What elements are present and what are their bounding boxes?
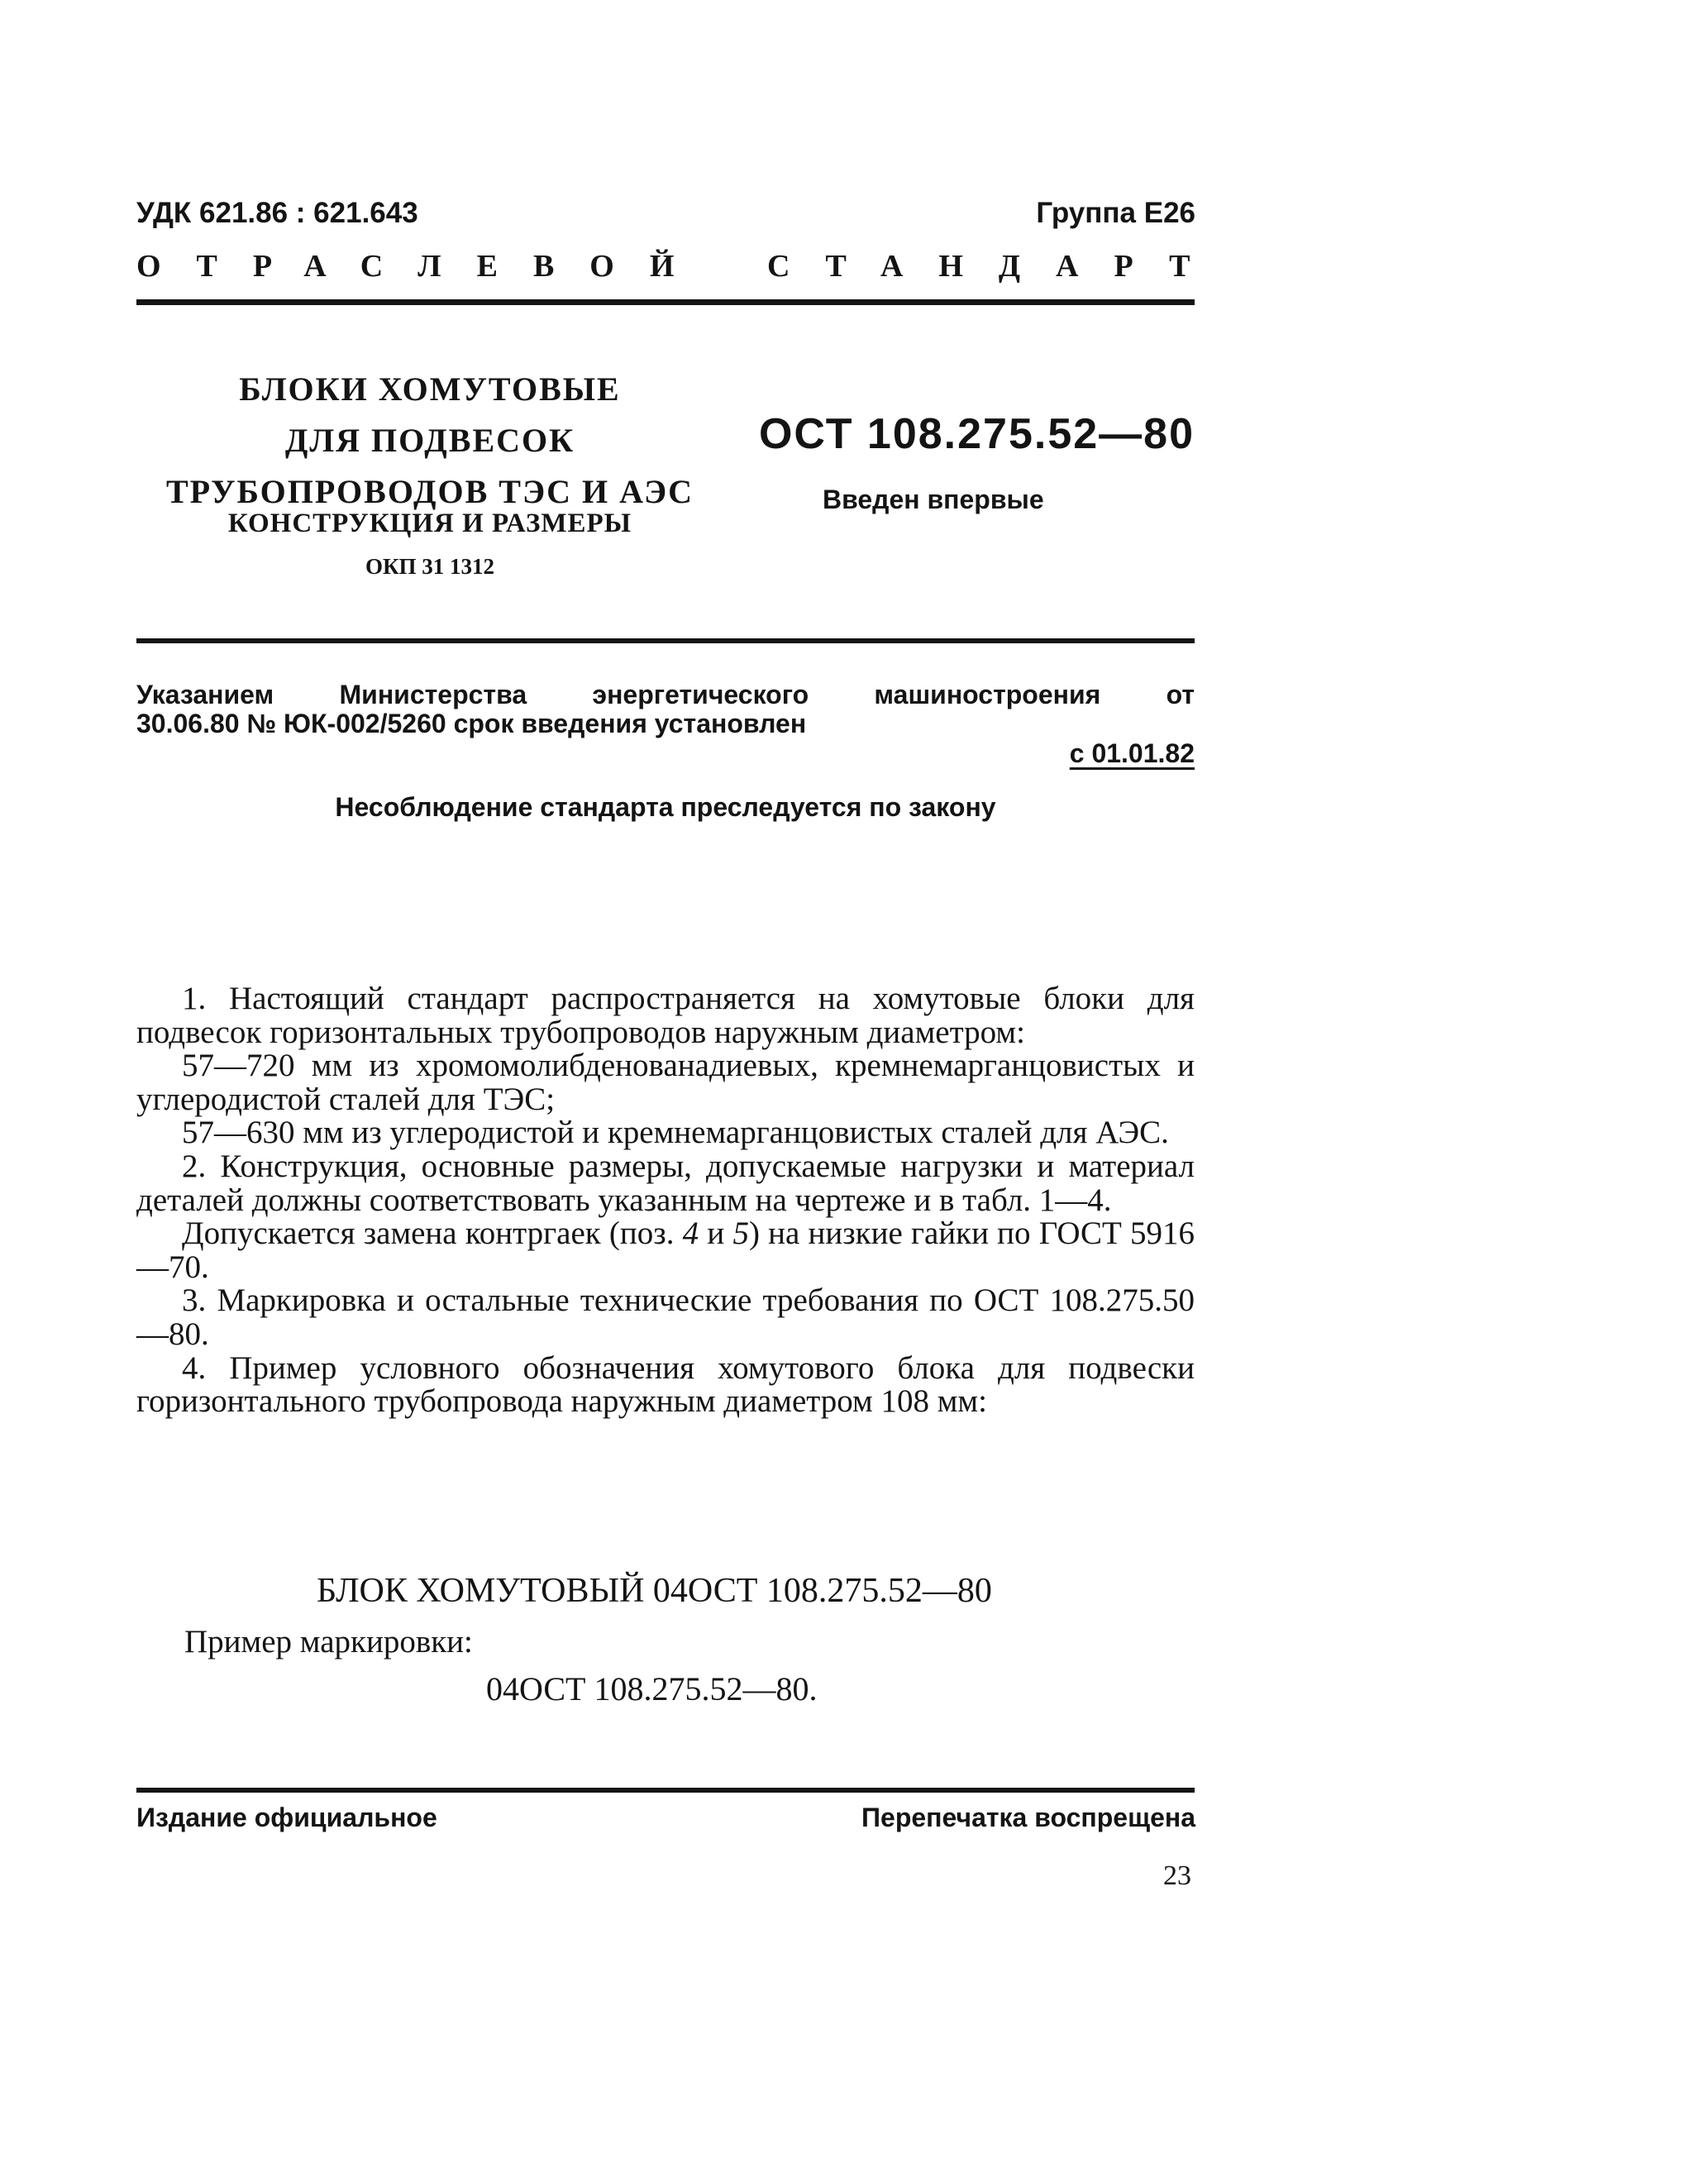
directive-line-1: Указанием Министерства энергетического машиностроения от xyxy=(136,680,1195,709)
position-4: 4 xyxy=(682,1215,699,1252)
clause-2-note-post: ) на низкие гайки по ГОСТ 5916—70. xyxy=(136,1215,1195,1285)
header-rule xyxy=(136,299,1195,305)
clause-2-note xyxy=(136,1217,1195,1284)
footer-reprint-notice: Перепечатка воспрещена xyxy=(861,1803,1195,1832)
udk-code: УДК 621.86 : 621.643 xyxy=(136,197,418,229)
clause-1-range-tes: 57—720 мм из хромомолибденованадиевых, кремнемарганцовистых и углеродистой сталей для ТЭС; xyxy=(136,1048,1195,1117)
document-subtitle: КОНСТРУКЦИЯ И РАЗМЕРЫ xyxy=(227,509,632,538)
document-title xyxy=(132,364,728,518)
clause-2-note-and: и xyxy=(699,1215,733,1252)
clause-1-range-aes: 57—630 мм из углеродистой и кремнемарганцовистых сталей для АЭС. xyxy=(182,1115,1169,1151)
legal-warning: Несоблюдение стандарта преследуется по закону xyxy=(335,792,996,822)
clause-2-note-pre: Допускается замена контргаек (поз. xyxy=(182,1215,683,1252)
group-code: Группа Е26 xyxy=(1036,197,1195,229)
title-line-3: ТРУБОПРОВОДОВ ТЭС И АЭС xyxy=(165,473,694,510)
marking-label: Пример маркировки: xyxy=(184,1624,473,1660)
clause-1: 1. Настоящий стандарт распространяется на хомутовые блоки для подвесок горизонтальных трубопроводов наружным диаметром: xyxy=(136,981,1195,1050)
position-5: 5 xyxy=(732,1215,749,1252)
effective-date: с 01.01.82 xyxy=(1069,738,1195,768)
banner-industry: ОТРАСЛЕВОЙ xyxy=(136,249,710,284)
title-rule xyxy=(136,638,1195,643)
banner-standard: СТАНДАРТ xyxy=(767,249,1226,284)
page-number: 23 xyxy=(1163,1860,1191,1891)
clause-2: 2. Конструкция, основные размеры, допускаемые нагрузки и материал деталей должны соответствовать указанным на чертеже и в табл. 1—4. xyxy=(136,1148,1195,1218)
clause-3: 3. Маркировка и остальные технические требования по ОСТ 108.275.50—80. xyxy=(136,1282,1195,1352)
marking-example: 04ОСТ 108.275.52—80. xyxy=(486,1670,818,1707)
directive-line-2: 30.06.80 № ЮК-002/5260 срок введения установлен xyxy=(136,709,807,738)
footer-rule xyxy=(136,1788,1195,1793)
body-text xyxy=(136,982,1195,1419)
title-line-2: ДЛЯ ПОДВЕСОК xyxy=(284,422,575,459)
standard-number: ОСТ 108.275.52—80 xyxy=(758,410,1195,458)
footer-official-edition: Издание официальное xyxy=(136,1803,437,1832)
clause-4: 4. Пример условного обозначения хомутового блока для подвески горизонтального трубопровода наружным диаметром 108 мм: xyxy=(136,1349,1195,1420)
introduced-note: Введен впервые xyxy=(823,485,1044,514)
title-line-1: БЛОКИ ХОМУТОВЫЕ xyxy=(239,370,621,408)
designation-example: БЛОК ХОМУТОВЫЙ 04ОСТ 108.275.52—80 xyxy=(317,1572,992,1610)
okp-code: ОКП 31 1312 xyxy=(365,554,495,579)
